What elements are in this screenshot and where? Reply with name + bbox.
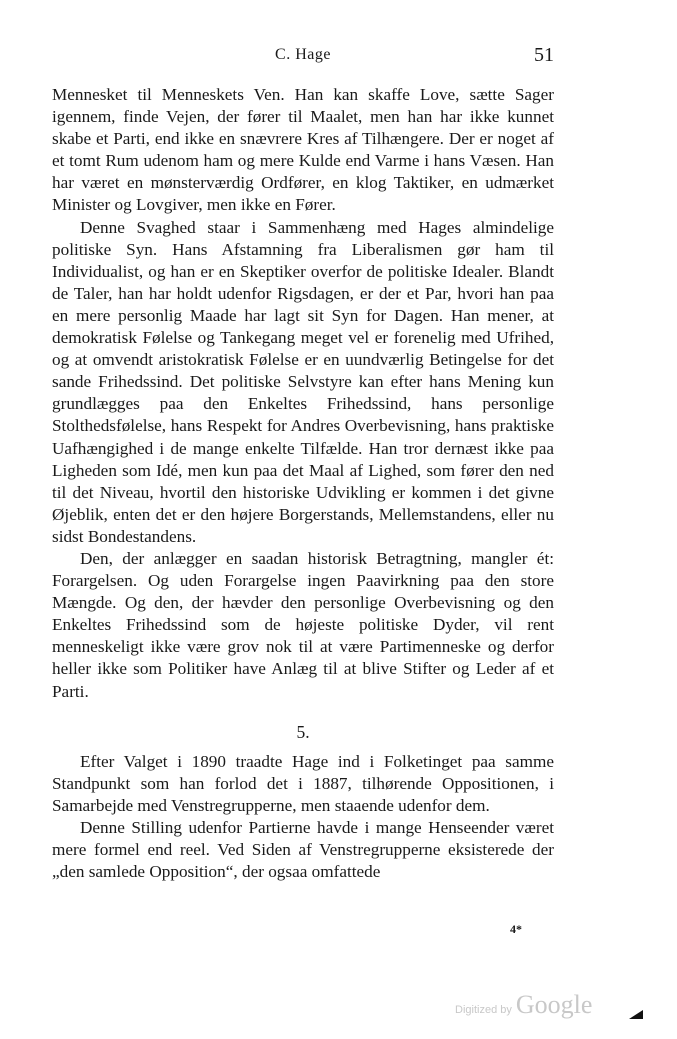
section-number: 5. <box>296 721 310 742</box>
page-number: 51 <box>534 44 554 66</box>
digitized-watermark <box>455 990 592 1020</box>
paragraph: Mennesket til Menneskets Ven. Han kan skaffe Love, sætte Sager igennem, finde Vejen, der fører til Maalet, men han har ikke kunnet skabe et Parti, end ikke en snævrere Kres af Tilhængere. Der er noget af et tomt Rum udenom ham og mere Kulde end Varme i hans Væsen. Han har været en mønsterværdig Ordfører, en klog Taktiker, en udmærket Minister og Lovgiver, men ikke en Fører. <box>52 85 554 215</box>
signature-mark: 4* <box>510 922 522 936</box>
page-header <box>52 46 554 74</box>
watermark-brand: Google <box>515 990 593 1019</box>
body-text <box>52 84 554 883</box>
paragraph: Denne Svaghed staar i Sammenhæng med Hages almindelige politiske Syn. Hans Afstamning fra Liberalismen gør ham til Individualist, og han er en Skeptiker overfor de politiske Idealer. Blandt de Taler, han har holdt udenfor Rigsdagen, er der et Par, hvori han paa en mere personlig Maade har lagt sit Syn for Dagen. Han mener, at demokratisk Følelse og Tankegang meget vel er forenelig med Ufrihed, og at omvendt aristokratisk Følelse er en uundværlig Betingelse for det sande Frihedssind. Det politiske Selvstyre kan efter hans Mening kun grundlægges paa den Enkeltes Frihedssind, hans personlige Stolthedsfølelse, hans Respekt for Andres Overbevisning, hans praktiske Uafhængighed i de mange enkelte Tilfælde. Han tror dernæst ikke paa Ligheden som Idé, men kun paa det Maal af Lighed, som fører den ned til det Niveau, hvortil den historiske Udvikling er kommen i det givne Øjeblik, enten det er den højere Borgerstands, Mellemstandens, eller nu sidst Bondestandens. <box>52 217 554 546</box>
paragraph: Denne Stilling udenfor Partierne havde i mange Henseender været mere formel end reel. Ved Siden af Venstregrupperne eksisterede der „den samlede Opposition“, der ogsaa omfattede <box>52 818 554 882</box>
paragraph: Den, der anlægger en saadan historisk Betragtning, mangler ét: Forargelsen. Og uden Forargelse ingen Paavirkning paa den store Mængde. Og den, der hævder den personlige Overbevisning og den Enkeltes Frihedssind som de højeste politiske Dyder, vil rent menneskeligt ikke være grov nok til at være Partimenneske og derfor heller ikke som Politiker have Anlæg til at blive Stifter og Leder af et Parti. <box>52 548 554 701</box>
paragraph: Efter Valget i 1890 traadte Hage ind i Folketinget paa samme Standpunkt som han forlod det i 1887, tilhørende Oppositionen, i Samarbejde med Venstregrupperne, men staaende udenfor dem. <box>52 751 554 815</box>
watermark-prefix: Digitized by <box>455 1004 512 1016</box>
running-head: C. Hage <box>275 46 331 63</box>
corner-triangle-icon <box>629 1010 643 1019</box>
